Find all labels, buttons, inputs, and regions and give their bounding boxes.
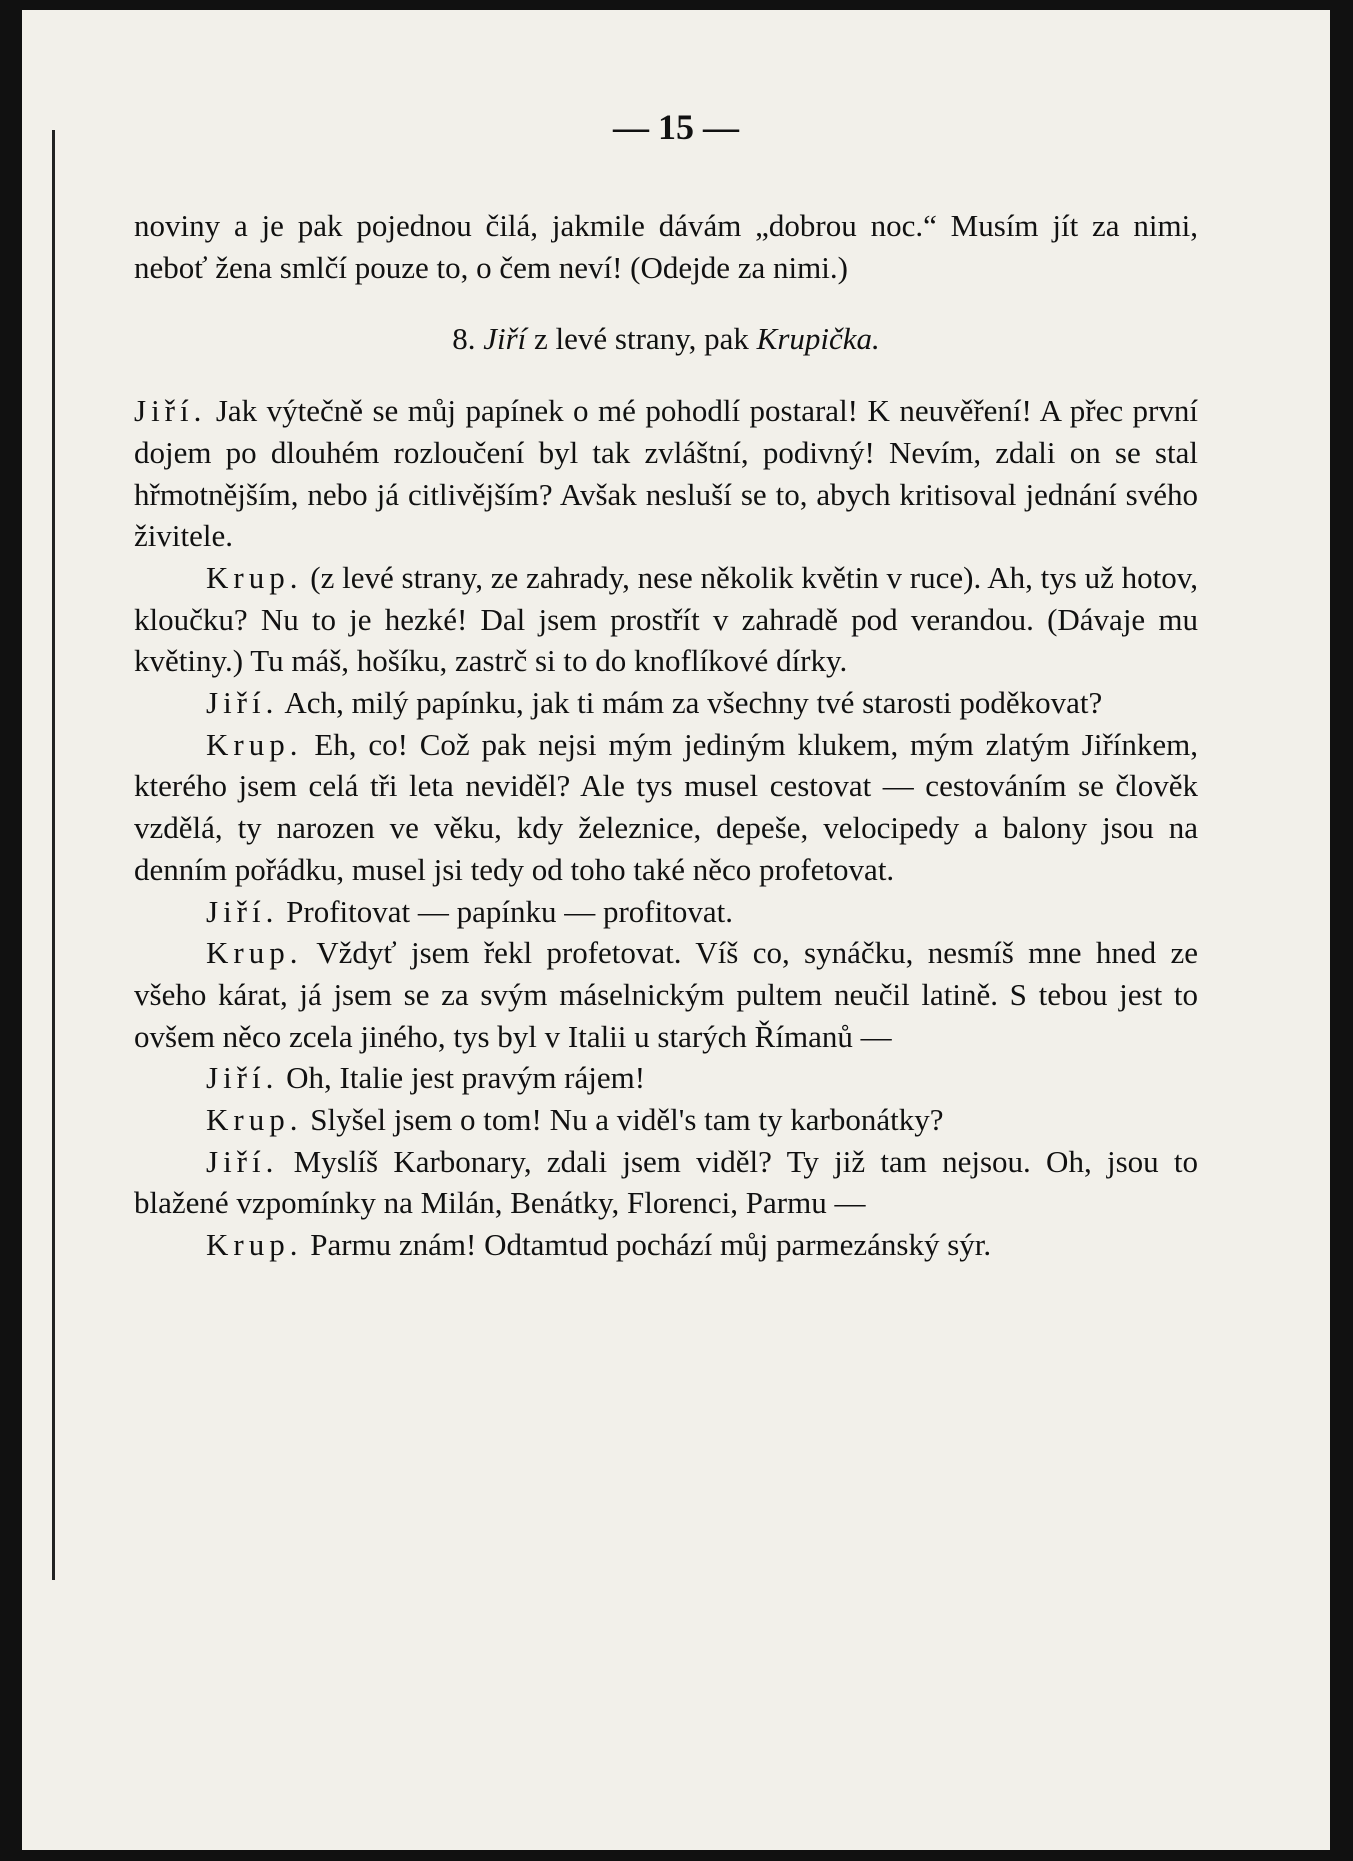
speaker: Krup. bbox=[206, 1102, 303, 1138]
line-text: Slyšel jsem o tom! Nu a viděl's tam ty karbonátky? bbox=[310, 1102, 944, 1138]
speaker: Jiří. bbox=[134, 393, 207, 429]
dialogue-line bbox=[134, 390, 1198, 557]
line-text: Myslíš Karbonary, zdali jsem viděl? Ty již tam nejsou. Oh, jsou to blažené vzpomínky na Milán, Benátky, Florenci, Parmu — bbox=[134, 1143, 1198, 1221]
dialogue-line bbox=[134, 891, 1198, 933]
scene-character-2: Krupička. bbox=[756, 321, 880, 357]
line-text: Jak výtečně se můj papínek o mé pohodlí postaral! K neuvěření! A přec první dojem po dlouhém rozloučení byl tak zvláštní, podivný! Nevím, zdali on se stal hřmotnějším, nebo já citlivějším? Avšak nesluší se to, abych kritisoval jednání svého živitele. bbox=[134, 393, 1198, 554]
line-text: Parmu znám! Odtamtud pochází můj parmezánský sýr. bbox=[310, 1227, 992, 1263]
dialogue-line bbox=[134, 682, 1198, 724]
speaker: Krup. bbox=[206, 726, 303, 762]
opening-paragraph: noviny a je pak pojednou čilá, jakmile dávám „dobrou noc.“ Musím jít za nimi, neboť žena smlčí pouze to, o čem neví! (Odejde za nimi.) bbox=[134, 208, 1198, 285]
line-text: Vždyť jsem řekl profetovat. Víš co, synáčku, nesmíš mne hned ze všeho kárat, já jsem se za svým máselnickým pultem neučil latině. S tebou jest to ovšem něco zcela jiného, tys byl v Italii u starých Římanů — bbox=[134, 935, 1198, 1054]
line-text: Profitovat — papínku — profitovat. bbox=[286, 893, 733, 929]
speaker: Krup. bbox=[206, 935, 303, 971]
line-text: Eh, co! Což pak nejsi mým jediným klukem, mým zlatým Jiřínkem, kterého jsem celá tři leta neviděl? Ale tys musel cestovat — cestováním se člověk vzdělá, ty narozen ve věku, kdy železnice, depeše, velocipedy a balony jsou na denním pořádku, musel jsi tedy od toho také něco profetovat. bbox=[134, 726, 1199, 887]
speaker: Jiří. bbox=[206, 893, 279, 929]
margin-rule bbox=[52, 130, 55, 1580]
dialogue-line bbox=[134, 724, 1198, 891]
document-page bbox=[22, 10, 1330, 1850]
dialogue-line bbox=[134, 1224, 1198, 1266]
dialogue-line bbox=[134, 1057, 1198, 1099]
dialogue-line bbox=[134, 932, 1198, 1057]
speaker: Jiří. bbox=[206, 1143, 279, 1179]
scene-heading bbox=[134, 318, 1198, 360]
scene-direction: z levé strany, pak bbox=[534, 321, 749, 357]
dialogue bbox=[134, 390, 1198, 1266]
dialogue-line bbox=[134, 1099, 1198, 1141]
line-text: Ach, milý papínku, jak ti mám za všechny tvé starosti poděkovat? bbox=[284, 685, 1103, 721]
speaker: Jiří. bbox=[206, 685, 279, 721]
body-text bbox=[134, 205, 1198, 1266]
page-number: — 15 — bbox=[613, 107, 739, 147]
dialogue-line bbox=[134, 1141, 1198, 1224]
dialogue-line bbox=[134, 557, 1198, 682]
scene-number: 8. bbox=[452, 321, 476, 357]
line-text: Oh, Italie jest pravým rájem! bbox=[286, 1060, 646, 1096]
scene-character-1: Jiří bbox=[483, 321, 527, 357]
speaker: Krup. bbox=[206, 1227, 303, 1263]
line-text: (z levé strany, ze zahrady, nese několik květin v ruce). Ah, tys už hotov, kloučku? Nu to je hezké! Dal jsem prostřít v zahradě pod verandou. (Dávaje mu květiny.) Tu máš, hošíku, zastrč si to do knoflíkové dírky. bbox=[134, 559, 1199, 679]
speaker: Krup. bbox=[206, 559, 303, 595]
speaker: Jiří. bbox=[206, 1060, 279, 1096]
